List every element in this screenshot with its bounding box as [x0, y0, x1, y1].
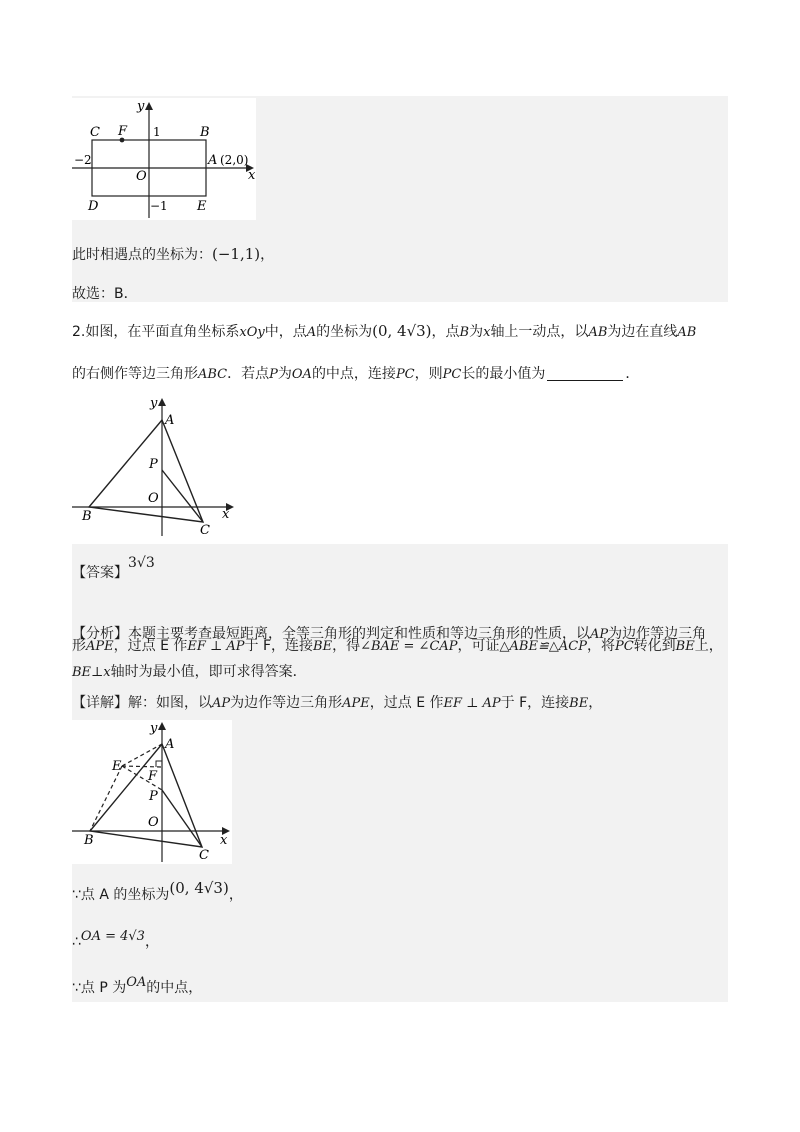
p2-text: 中，点 [264, 324, 307, 340]
p2-text: 的中点，连接 [311, 366, 396, 382]
detail-text: ， [228, 887, 243, 903]
fig1-label-y: y [137, 99, 145, 114]
fig1-label-x: x [248, 168, 256, 183]
fig3-label-y: y [150, 721, 158, 736]
fig3-label-e: E [112, 759, 122, 774]
fig1-label-neg1: −1 [150, 199, 168, 213]
detail-text: ∴ [72, 934, 81, 950]
detail-text: 解：如图，以 [128, 695, 212, 711]
p2-math: x [483, 325, 491, 340]
meet-point-line [72, 244, 274, 265]
p2-text: ． [625, 366, 640, 382]
analysis-tag: 【分析】 [72, 626, 128, 642]
analysis-math: EF ⊥ AP [187, 639, 245, 654]
answer-blank [547, 380, 623, 381]
analysis-text: ，将 [586, 638, 615, 654]
analysis-text: ，过点 E 作 [113, 638, 188, 654]
detail-math: EF ⊥ AP [443, 696, 501, 711]
fig1-label-a-coord: (2,0) [220, 153, 249, 167]
problem2-line2 [72, 364, 639, 385]
p2-math: ABC [198, 367, 228, 382]
p2-text: 的右侧作等边三角形 [72, 366, 198, 382]
fig2-label-b: B [82, 509, 92, 524]
analysis-text: 转化到 [633, 638, 676, 654]
detail-step2 [72, 929, 159, 953]
figure-detail-triangle [72, 720, 232, 864]
detail-text: ∵点 P 为 [72, 980, 127, 996]
figure-problem2-triangle [72, 394, 240, 538]
fig2-label-y: y [150, 396, 158, 411]
meet-point-tail: ， [260, 247, 275, 263]
p2-text: 长的最小值为 [461, 366, 546, 382]
detail-math: OA [126, 975, 147, 990]
detail-step1 [72, 879, 243, 905]
meet-point-coord: (−1,1) [212, 245, 261, 263]
detail-text: ， [144, 934, 159, 950]
p2-math: B [459, 325, 470, 340]
figure-rectangle-coordinate [72, 98, 256, 220]
analysis-line3 [72, 662, 307, 683]
analysis-text: 轴时为最小值，即可求得答案． [110, 664, 307, 680]
fig1-label-neg2: −2 [74, 153, 92, 167]
p2-text: 2.如图，在平面直角坐标系 [72, 324, 240, 340]
detail-step3 [72, 975, 203, 999]
fig3-label-b: B [84, 833, 94, 848]
answer-line [72, 555, 155, 581]
analysis-math: BE [313, 639, 333, 654]
fig2-label-x: x [222, 507, 230, 522]
p2-text: 为边在直线 [607, 324, 678, 340]
fig3-label-c: C [199, 848, 209, 863]
fig3-label-p: P [149, 789, 158, 804]
p2-math: xOy [239, 325, 265, 340]
fig3-label-a: A [165, 737, 175, 752]
answer-value: 3√3 [128, 555, 155, 571]
detail-text: 的中点， [146, 980, 203, 996]
p2-text: 轴上一动点，以 [490, 324, 589, 340]
analysis-math: △ABE≌△ACP [499, 639, 587, 654]
fig3-label-x: x [220, 833, 228, 848]
fig1-label-o: O [136, 169, 147, 184]
choice-line: 故选：B． [72, 286, 138, 302]
detail-line1 [72, 693, 602, 714]
p2-text: 为 [469, 324, 484, 340]
fig1-label-f: F [118, 124, 128, 139]
detail-math: OA = 4√3 [80, 929, 145, 944]
fig2-label-c: C [200, 523, 210, 538]
analysis-math: BE [675, 639, 695, 654]
analysis-math: AP [590, 627, 609, 642]
fig1-label-one: 1 [153, 125, 161, 139]
analysis-text: 形 [72, 638, 86, 654]
fig3-label-f: F [148, 769, 158, 784]
detail-tag: 【详解】 [72, 695, 128, 711]
analysis-math: APE [86, 639, 114, 654]
p2-math: (0, 4√3) [372, 322, 432, 340]
fig3-label-o: O [148, 815, 159, 830]
fig2-label-a: A [165, 413, 175, 428]
p2-text: ．若点 [227, 366, 270, 382]
analysis-text: ，可证 [457, 638, 500, 654]
detail-math: (0, 4√3) [169, 879, 229, 897]
analysis-math: BE⊥x [72, 665, 111, 680]
meet-point-text: 此时相遇点的坐标为： [72, 247, 212, 263]
analysis-text: 为边作等边三角 [608, 626, 707, 642]
p2-math: AB [677, 325, 697, 340]
answer-tag: 【答案】 [72, 565, 128, 581]
p2-text: ，点 [431, 324, 460, 340]
problem2-line1 [72, 321, 696, 343]
fig2-label-o: O [148, 491, 159, 506]
analysis-text: 上， [694, 638, 723, 654]
detail-text: 于 F，连接 [500, 695, 570, 711]
detail-math: BE [569, 696, 589, 711]
detail-math: AP [212, 696, 231, 711]
p2-text: 为 [277, 366, 292, 382]
detail-text: ，过点 E 作 [369, 695, 444, 711]
p2-math: A [306, 325, 317, 340]
analysis-text: ，得 [332, 638, 361, 654]
fig2-label-p: P [149, 457, 158, 472]
p2-math: PC [442, 367, 462, 382]
detail-text: ∵点 A 的坐标为 [72, 887, 170, 903]
p2-math: AB [588, 325, 608, 340]
detail-math: APE [342, 696, 370, 711]
p2-math: OA [291, 367, 312, 382]
detail-text: 为边作等边三角形 [230, 695, 343, 711]
fig1-label-d: D [88, 199, 99, 214]
analysis-math: PC [614, 639, 634, 654]
detail-text: ， [588, 695, 603, 711]
p2-text: ，则 [414, 366, 443, 382]
p2-math: PC [395, 367, 415, 382]
fig1-label-e: E [197, 199, 207, 214]
fig1-label-a: A [208, 153, 218, 168]
analysis-text: 本题主要考查最短距离，全等三角形的判定和性质和等边三角形的性质，以 [128, 626, 590, 642]
fig1-label-b: B [200, 125, 210, 140]
analysis-text: 于 F，连接 [244, 638, 314, 654]
p2-text: 的坐标为 [316, 324, 373, 340]
analysis-math: ∠BAE = ∠CAP [360, 639, 458, 654]
fig1-label-c: C [90, 125, 100, 140]
p2-math: P [269, 367, 278, 382]
analysis-line2 [72, 636, 723, 657]
